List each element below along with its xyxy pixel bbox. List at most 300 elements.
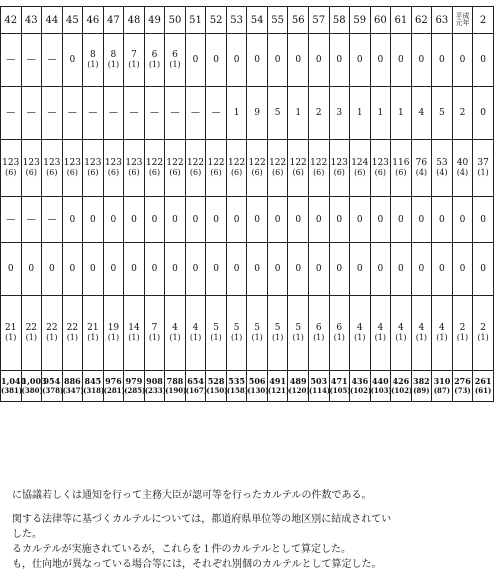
- cell-subcount: (285): [124, 386, 146, 395]
- cell-count: 0: [480, 264, 486, 274]
- cell-subcount: (1): [25, 333, 37, 342]
- year-header-cell: 48: [124, 7, 145, 34]
- table-cell: [83, 197, 104, 243]
- cell-count: 8: [90, 50, 96, 60]
- cell-subcount: (4): [415, 168, 428, 177]
- cell-subcount: (6): [66, 168, 79, 177]
- cell-count: —: [26, 55, 36, 65]
- cell-subcount: (167): [185, 386, 208, 395]
- table-cell: [42, 34, 63, 87]
- table-cell: [432, 87, 453, 140]
- table-cell: [370, 197, 391, 243]
- cell-count: 491: [269, 376, 287, 386]
- cell-count: 0: [315, 214, 322, 225]
- year-header-cell: 46: [83, 7, 104, 34]
- cell-count: 123: [2, 158, 20, 168]
- cell-subcount: (6): [230, 168, 243, 177]
- cell-count: 440: [371, 376, 389, 386]
- table-cell: [165, 371, 186, 402]
- cell-count: 1: [356, 108, 363, 118]
- cell-count: 40: [456, 158, 469, 168]
- cell-count: —: [6, 55, 16, 65]
- cell-count: 1: [377, 108, 384, 118]
- cell-subcount: (1): [354, 333, 366, 342]
- cell-count: 503: [310, 376, 328, 386]
- table-cell: [206, 87, 227, 140]
- cell-count: 76: [415, 158, 428, 168]
- year-header-cell: 61: [391, 7, 412, 34]
- cell-count: 0: [172, 264, 178, 274]
- table-cell: [350, 34, 371, 87]
- cell-count: —: [6, 108, 16, 118]
- cell-count: 0: [336, 55, 343, 65]
- cell-count: 506: [248, 376, 266, 386]
- table-cell: [370, 34, 391, 87]
- cell-count: 5: [254, 323, 260, 333]
- table-row: [1, 296, 494, 371]
- cell-count: 0: [274, 214, 281, 225]
- table-cell: [185, 87, 206, 140]
- cell-subcount: (120): [288, 386, 310, 395]
- cell-count: 0: [480, 108, 486, 118]
- total-row: [1, 371, 494, 402]
- cell-subcount: (1): [189, 333, 202, 342]
- cell-count: 123: [371, 158, 389, 168]
- year-header-cell: 54: [247, 7, 268, 34]
- cell-count: 4: [418, 108, 425, 118]
- table-row: [1, 243, 494, 296]
- cell-count: 0: [336, 214, 343, 225]
- table-cell: [267, 87, 288, 140]
- cell-subcount: (121): [267, 386, 290, 395]
- table-cell: [1, 140, 22, 197]
- table-cell: [267, 140, 288, 197]
- cell-subcount: (6): [374, 168, 386, 177]
- cell-count: 22: [46, 323, 58, 333]
- cell-count: 123: [84, 158, 102, 168]
- cell-count: 0: [7, 264, 14, 274]
- cell-count: 0: [295, 264, 302, 274]
- table-cell: [226, 140, 247, 197]
- cell-count: 22: [66, 323, 79, 333]
- cell-count: 6: [151, 50, 158, 60]
- cell-subcount: (102): [350, 386, 372, 395]
- cell-count: 0: [151, 264, 158, 274]
- cell-subcount: (1): [251, 333, 263, 342]
- cell-count: 7: [131, 50, 137, 60]
- table-cell: [350, 371, 371, 402]
- table-cell: [452, 34, 473, 87]
- table-row: [1, 87, 494, 140]
- table-cell: [83, 243, 104, 296]
- table-cell: [185, 296, 206, 371]
- cell-count: 5: [274, 323, 281, 333]
- cell-count: 19: [107, 323, 120, 333]
- cell-subcount: (102): [391, 386, 413, 395]
- cell-count: 0: [295, 214, 302, 225]
- cell-count: 0: [233, 264, 240, 274]
- table-cell: [329, 34, 350, 87]
- table-cell: [452, 243, 473, 296]
- table-cell: [432, 243, 453, 296]
- cell-count: 6: [172, 50, 178, 60]
- footnote-line: るカルテルが実施されているが，これらを１件のカルテルとして算定した。: [12, 544, 351, 555]
- cell-subcount: (1): [374, 333, 386, 342]
- cell-subcount: (1): [333, 333, 345, 342]
- cell-count: 122: [269, 158, 287, 168]
- table-cell: [144, 197, 165, 243]
- cell-count: 1,003: [21, 376, 47, 386]
- cell-count: 0: [131, 214, 137, 225]
- table-cell: [267, 296, 288, 371]
- table-cell: [206, 243, 227, 296]
- cell-count: 0: [274, 55, 281, 65]
- table-cell: [1, 34, 22, 87]
- cell-count: 3: [336, 108, 343, 118]
- cell-count: 0: [480, 214, 486, 225]
- table-cell: [21, 243, 42, 296]
- table-cell: [288, 87, 309, 140]
- cell-subcount: (380): [21, 386, 43, 395]
- cell-subcount: (6): [333, 168, 345, 177]
- table-cell: [83, 371, 104, 402]
- table-cell: [350, 87, 371, 140]
- year-header-cell: 55: [267, 7, 288, 34]
- cell-subcount: (1): [477, 168, 489, 177]
- cell-count: 0: [397, 214, 404, 225]
- cell-count: 954: [43, 376, 61, 386]
- cell-count: 845: [84, 376, 102, 386]
- cell-subcount: (1): [128, 60, 140, 69]
- table-cell: [247, 197, 268, 243]
- cell-subcount: (114): [308, 386, 331, 395]
- cell-count: 908: [146, 376, 163, 386]
- cell-subcount: (6): [46, 168, 58, 177]
- cell-subcount: (1): [313, 333, 325, 342]
- cell-count: 0: [213, 214, 219, 225]
- cell-count: 436: [351, 376, 369, 386]
- year-header-cell: 44: [42, 7, 63, 34]
- cell-subcount: (233): [144, 386, 166, 395]
- table-cell: [267, 197, 288, 243]
- table-cell: [165, 296, 186, 371]
- table-cell: [473, 371, 494, 402]
- table-cell: [103, 140, 124, 197]
- table-cell: [473, 87, 494, 140]
- table-cell: [226, 87, 247, 140]
- cell-count: 37: [477, 158, 489, 168]
- table-cell: [247, 296, 268, 371]
- cell-subcount: (150): [206, 386, 228, 395]
- cell-count: 21: [87, 323, 99, 333]
- table-cell: [247, 243, 268, 296]
- cell-count: 0: [459, 214, 466, 225]
- cell-count: 976: [105, 376, 122, 386]
- table-cell: [308, 371, 329, 402]
- table-cell: [83, 34, 104, 87]
- table-cell: [288, 34, 309, 87]
- table-cell: [103, 87, 124, 140]
- cell-count: 9: [254, 108, 260, 118]
- cell-count: 14: [128, 323, 140, 333]
- cell-count: 0: [69, 264, 76, 274]
- table-cell: [267, 371, 288, 402]
- cell-count: 0: [459, 264, 466, 274]
- cell-count: 53: [436, 158, 448, 168]
- cell-count: 0: [69, 214, 76, 225]
- cell-count: —: [191, 108, 201, 118]
- cell-count: 0: [192, 55, 199, 65]
- footnote-line: に協議若しくは通知を行って主務大臣が認可等を行ったカルテルの件数である。: [12, 490, 372, 501]
- table-cell: [185, 243, 206, 296]
- year-header-cell: 2: [473, 7, 494, 34]
- cell-count: 6: [315, 323, 322, 333]
- table-cell: [144, 243, 165, 296]
- cell-count: 0: [131, 264, 137, 274]
- cell-count: 0: [356, 264, 363, 274]
- cell-subcount: (103): [370, 386, 392, 395]
- table-cell: [308, 140, 329, 197]
- cell-subcount: (190): [165, 386, 187, 395]
- cell-count: 2: [459, 108, 466, 118]
- cell-subcount: (6): [189, 168, 202, 177]
- cell-count: 0: [377, 214, 384, 225]
- year-header-cell: 50: [165, 7, 186, 34]
- cell-count: 979: [125, 376, 143, 386]
- cell-subcount: (6): [148, 168, 161, 177]
- table-cell: [452, 87, 473, 140]
- cell-count: 0: [295, 55, 302, 65]
- cell-count: 4: [356, 323, 363, 333]
- table-cell: [432, 371, 453, 402]
- cell-subcount: (6): [169, 168, 181, 177]
- year-header-cell: 51: [185, 7, 206, 34]
- table-cell: [452, 371, 473, 402]
- table-cell: [42, 140, 63, 197]
- cell-count: 382: [413, 376, 430, 386]
- table-cell: [452, 197, 473, 243]
- cell-count: 5: [274, 108, 281, 118]
- cell-count: 0: [151, 214, 158, 225]
- table-cell: [267, 243, 288, 296]
- cell-subcount: (6): [251, 168, 263, 177]
- table-cell: [1, 197, 22, 243]
- table-cell: [21, 197, 42, 243]
- table-cell: [1, 87, 22, 140]
- cell-count: 2: [459, 323, 466, 333]
- cell-count: 4: [192, 323, 199, 333]
- cell-subcount: (1): [66, 333, 79, 342]
- table-cell: [370, 243, 391, 296]
- cell-count: 122: [248, 158, 266, 168]
- cell-subcount: (6): [128, 168, 140, 177]
- table-cell: [329, 296, 350, 371]
- cell-subcount: (6): [210, 168, 222, 177]
- cell-count: 122: [289, 158, 307, 168]
- cell-count: 0: [48, 264, 55, 274]
- cell-subcount: (1): [436, 333, 448, 342]
- footnote-line: 関する法律等に基づくカルテルについては，都道府県単位等の地区別に結成されてい: [12, 514, 392, 525]
- cell-subcount: (89): [413, 386, 430, 395]
- cell-subcount: (1): [169, 333, 181, 342]
- table-cell: [185, 140, 206, 197]
- cell-subcount: (1): [230, 333, 243, 342]
- table-cell: [21, 371, 47, 402]
- table-cell: [103, 243, 124, 296]
- cell-subcount: (6): [107, 168, 120, 177]
- table-cell: [391, 296, 412, 371]
- footnotes: [12, 488, 492, 572]
- table-cell: [288, 243, 309, 296]
- cell-subcount: (318): [83, 386, 105, 395]
- year-header-cell: 45: [62, 7, 83, 34]
- cell-count: 0: [233, 214, 240, 225]
- table-cell: [473, 140, 494, 197]
- cell-count: —: [88, 108, 98, 118]
- cell-count: 0: [459, 55, 466, 65]
- cell-count: 0: [356, 214, 363, 225]
- table-cell: [103, 34, 124, 87]
- table-cell: [308, 197, 329, 243]
- year-header-cell: 56: [288, 7, 309, 34]
- year-header-cell: 62: [411, 7, 432, 34]
- cell-count: 0: [336, 264, 343, 274]
- table-cell: [247, 87, 268, 140]
- table-cell: [1, 243, 22, 296]
- cell-count: 4: [172, 323, 178, 333]
- cell-count: 123: [63, 158, 81, 168]
- cell-subcount: (6): [313, 168, 325, 177]
- cell-count: 0: [192, 214, 199, 225]
- cell-count: 0: [377, 55, 384, 65]
- table-cell: [124, 197, 145, 243]
- table-cell: [42, 371, 63, 402]
- cell-subcount: (6): [272, 168, 284, 177]
- cell-subcount: (1): [46, 333, 58, 342]
- table-cell: [144, 140, 165, 197]
- cell-count: 261: [474, 376, 492, 386]
- cell-subcount: (1): [148, 60, 161, 69]
- table-cell: [370, 87, 391, 140]
- cell-count: 0: [439, 214, 445, 225]
- table-cell: [473, 243, 494, 296]
- cell-count: 0: [69, 55, 76, 65]
- cell-count: —: [26, 214, 36, 225]
- table-cell: [42, 296, 63, 371]
- table-cell: [42, 197, 63, 243]
- table-cell: [83, 296, 104, 371]
- cell-count: 535: [228, 376, 245, 386]
- cell-count: —: [108, 108, 118, 118]
- table-cell: [144, 87, 165, 140]
- year-header-cell: 43: [21, 7, 42, 34]
- footnote-line: した。: [12, 529, 42, 540]
- cell-count: 0: [213, 55, 219, 65]
- cell-count: 1: [397, 108, 404, 118]
- table-cell: [124, 87, 145, 140]
- table-cell: [411, 243, 432, 296]
- table-cell: [62, 371, 83, 402]
- table-cell: [62, 87, 83, 140]
- cell-count: 528: [207, 376, 225, 386]
- table-cell: [62, 296, 83, 371]
- year-header-cell: 53: [226, 7, 247, 34]
- table-cell: [452, 140, 473, 197]
- table-cell: [144, 34, 165, 87]
- cell-count: 123: [43, 158, 61, 168]
- cell-subcount: (1): [210, 333, 222, 342]
- table-cell: [411, 296, 432, 371]
- cell-count: 124: [351, 158, 369, 168]
- table-cell: [165, 34, 186, 87]
- cell-count: —: [67, 108, 77, 118]
- table-cell: [1, 296, 22, 371]
- table-cell: [206, 197, 227, 243]
- table-cell: [165, 87, 186, 140]
- cell-count: 122: [207, 158, 225, 168]
- cell-subcount: (6): [395, 168, 407, 177]
- cell-count: —: [47, 108, 57, 118]
- cell-subcount: (61): [474, 386, 492, 395]
- table-cell: [21, 140, 42, 197]
- table-cell: [329, 87, 350, 140]
- year-header-cell: 47: [103, 7, 124, 34]
- table-row: [1, 34, 494, 87]
- table-row: [1, 197, 494, 243]
- table-cell: [42, 87, 63, 140]
- table-cell: [288, 197, 309, 243]
- table-cell: [432, 140, 453, 197]
- cell-subcount: (1): [148, 333, 161, 342]
- table-cell: [144, 296, 165, 371]
- cell-count: 310: [433, 376, 451, 386]
- table-cell: [62, 34, 83, 87]
- cell-count: 0: [315, 55, 322, 65]
- year-header-cell: 42: [1, 7, 22, 34]
- cell-count: 1,040: [1, 376, 27, 386]
- cell-count: —: [47, 55, 57, 65]
- table-cell: [350, 296, 371, 371]
- table-cell: [1, 371, 27, 402]
- cell-count: 0: [418, 264, 425, 274]
- year-header-cell: 60: [370, 7, 391, 34]
- cell-count: 22: [25, 323, 38, 333]
- cell-count: 0: [254, 214, 260, 225]
- table-cell: [226, 296, 247, 371]
- year-header-cell: 63: [432, 7, 453, 34]
- table-cell: [288, 296, 309, 371]
- cell-subcount: (6): [25, 168, 37, 177]
- cell-subcount: (1): [395, 333, 407, 342]
- table-cell: [391, 87, 412, 140]
- table-cell: [288, 371, 309, 402]
- cell-subcount: (4): [456, 168, 469, 177]
- table-cell: [308, 296, 329, 371]
- table-cell: [144, 371, 165, 402]
- cell-count: 8: [110, 50, 117, 60]
- cell-count: 426: [392, 376, 410, 386]
- year-header-cell: 49: [144, 7, 165, 34]
- cell-count: 0: [480, 55, 486, 65]
- table-cell: [267, 34, 288, 87]
- table-row: [1, 140, 494, 197]
- table-cell: [432, 34, 453, 87]
- year-header-cell: 平成元年: [452, 7, 473, 34]
- table-cell: [288, 140, 309, 197]
- table-cell: [185, 34, 206, 87]
- cell-count: 0: [254, 264, 260, 274]
- cell-count: 0: [28, 264, 35, 274]
